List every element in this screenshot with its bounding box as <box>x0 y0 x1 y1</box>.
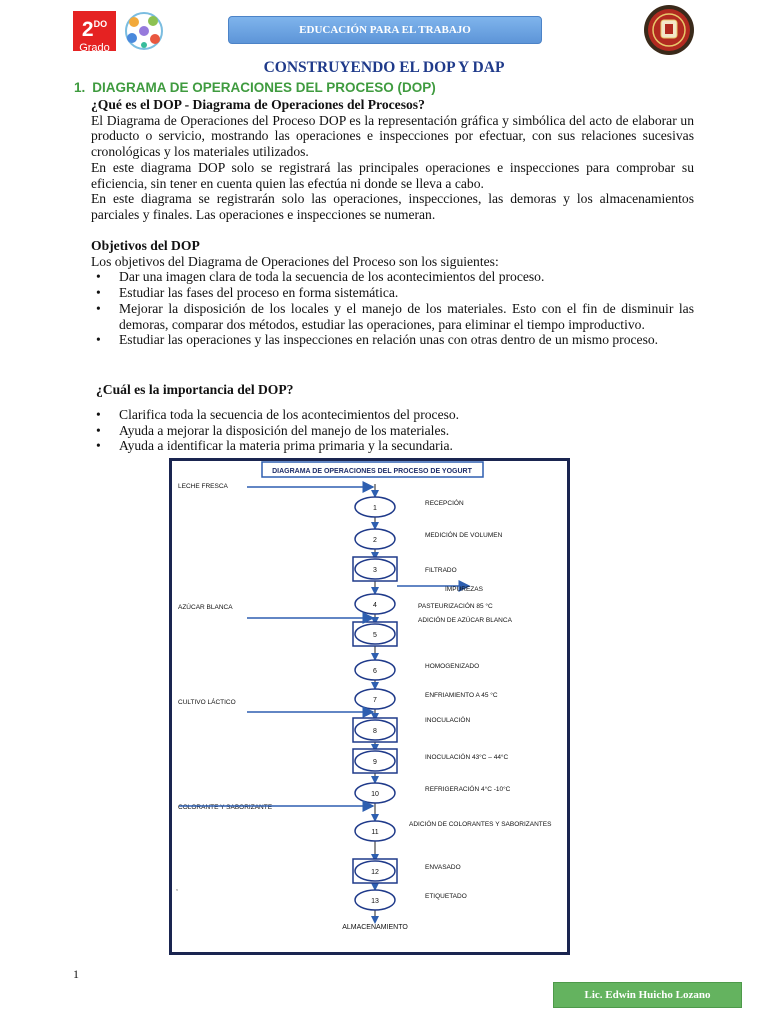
stray-mark: , <box>176 885 178 892</box>
list-item: • Clarifica toda la secuencia de los acontecimientos del proceso. <box>91 407 694 423</box>
list-item: • Estudiar las fases del proceso en forma sistemática. <box>91 285 694 301</box>
step-number: 5 <box>373 632 377 639</box>
step-number: 12 <box>371 869 379 876</box>
step-label: INOCULACIÓN <box>425 717 471 724</box>
step-number: 11 <box>371 829 379 836</box>
impurities-label: IMPUREZAS <box>445 586 483 593</box>
paragraph-registration: En este diagrama DOP solo se registrará las principales operaciones e inspecciones para comprobar su eficiencia, sin tener en cuenta quien las efectúa ni donde se lleva a cabo. <box>91 159 694 191</box>
step-number: 2 <box>373 537 377 544</box>
list-item: • Dar una imagen clara de toda la secuencia de los acontecimientos del proceso. <box>91 269 694 285</box>
step-label: INOCULACIÓN 43°C – 44°C <box>425 754 509 761</box>
step-number: 1 <box>373 505 377 512</box>
author-badge: Lic. Edwin Huicho Lozano <box>553 982 742 1008</box>
intro-block <box>91 97 694 223</box>
step-label: ADICIÓN DE AZÚCAR BLANCA <box>418 617 512 624</box>
step-label: RECEPCIÓN <box>425 500 464 507</box>
document-title: CONSTRUYENDO EL DOP Y DAP <box>263 59 505 76</box>
importance-question: ¿Cuál es la importancia del DOP? <box>96 382 294 397</box>
question-what-is-dop: ¿Qué es el DOP - Diagrama de Operaciones del Procesos? <box>91 97 425 112</box>
list-item: • Ayuda a identificar la materia prima primaria y la secundaria. <box>91 438 694 454</box>
step-number: 6 <box>373 668 377 675</box>
objectives-block <box>91 238 694 348</box>
input-label: AZÚCAR BLANCA <box>178 604 233 611</box>
diagram-title: DIAGRAMA DE OPERACIONES DEL PROCESO DE YOGURT <box>272 468 472 475</box>
step-number: 13 <box>371 898 379 905</box>
objectives-title: Objetivos del DOP <box>91 238 200 253</box>
list-item: • Mejorar la disposición de los locales y el manejo de los materiales. Esto con el fin de disminuir las demoras, comparar dos métodos, estudiar las operaciones, para eliminar el tiempo improductivo. <box>91 301 694 332</box>
step-label: ADICIÓN DE COLORANTES Y SABORIZANTES <box>409 821 552 828</box>
step-number: 10 <box>371 791 379 798</box>
grade-word: Grado <box>79 42 110 54</box>
input-label: CULTIVO LÁCTICO <box>178 699 236 706</box>
step-label: PASTEURIZACIÓN 85 °C <box>418 603 493 610</box>
importance-block <box>91 407 694 454</box>
section-title: 1. DIAGRAMA DE OPERACIONES DEL PROCESO (DOP) <box>74 80 436 95</box>
step-label: MEDICIÓN DE VOLUMEN <box>425 532 503 539</box>
grade-badge <box>73 11 116 54</box>
step-number: 4 <box>373 602 377 609</box>
process-diagram <box>169 458 570 955</box>
paragraph-registered-elements: En este diagrama se registrarán solo las operaciones, inspecciones, las demoras y los almacenamientos parciales y finales. Las operaciones e inspecciones se numeran. <box>91 191 694 222</box>
page-number: 1 <box>73 967 79 981</box>
step-label: ENVASADO <box>425 864 461 871</box>
subject-logo <box>120 10 168 52</box>
school-seal <box>643 4 695 56</box>
step-label: ETIQUETADO <box>425 893 467 900</box>
step-label: FILTRADO <box>425 567 457 574</box>
step-number: 8 <box>373 728 377 735</box>
step-label: HOMOGENIZADO <box>425 663 480 670</box>
grade-number: $2^{DO}$ <box>81 18 108 41</box>
paragraph-definition: El Diagrama de Operaciones del Proceso DOP es la representación gráfica y simbólica del acto de elaborar un producto o servicio, mostrando las operaciones e inspecciones por efectuar, con sus relaciones sucesivas cronológicas y los materiales utilizados. <box>91 112 694 160</box>
input-label: LECHE FRESCA <box>178 483 228 490</box>
objectives-intro: Los objetivos del Diagrama de Operaciones del Proceso son los siguientes: <box>91 253 499 269</box>
list-item: • Ayuda a mejorar la disposición del manejo de los materiales. <box>91 423 694 439</box>
final-label: ALMACENAMIENTO <box>342 924 408 931</box>
step-number: 9 <box>373 759 377 766</box>
list-item: • Estudiar las operaciones y las inspecciones en relación unas con otras dentro de un mismo proceso. <box>91 332 694 348</box>
subject-banner: EDUCACIÓN PARA EL TRABAJO <box>228 16 542 44</box>
step-label: REFRIGERACIÓN 4°C -10°C <box>425 786 511 793</box>
step-number: 3 <box>373 567 377 574</box>
step-number: 7 <box>373 697 377 704</box>
step-label: ENFRIAMIENTO A 45 °C <box>425 692 498 699</box>
input-label: COLORANTE Y SABORIZANTE <box>178 804 273 811</box>
